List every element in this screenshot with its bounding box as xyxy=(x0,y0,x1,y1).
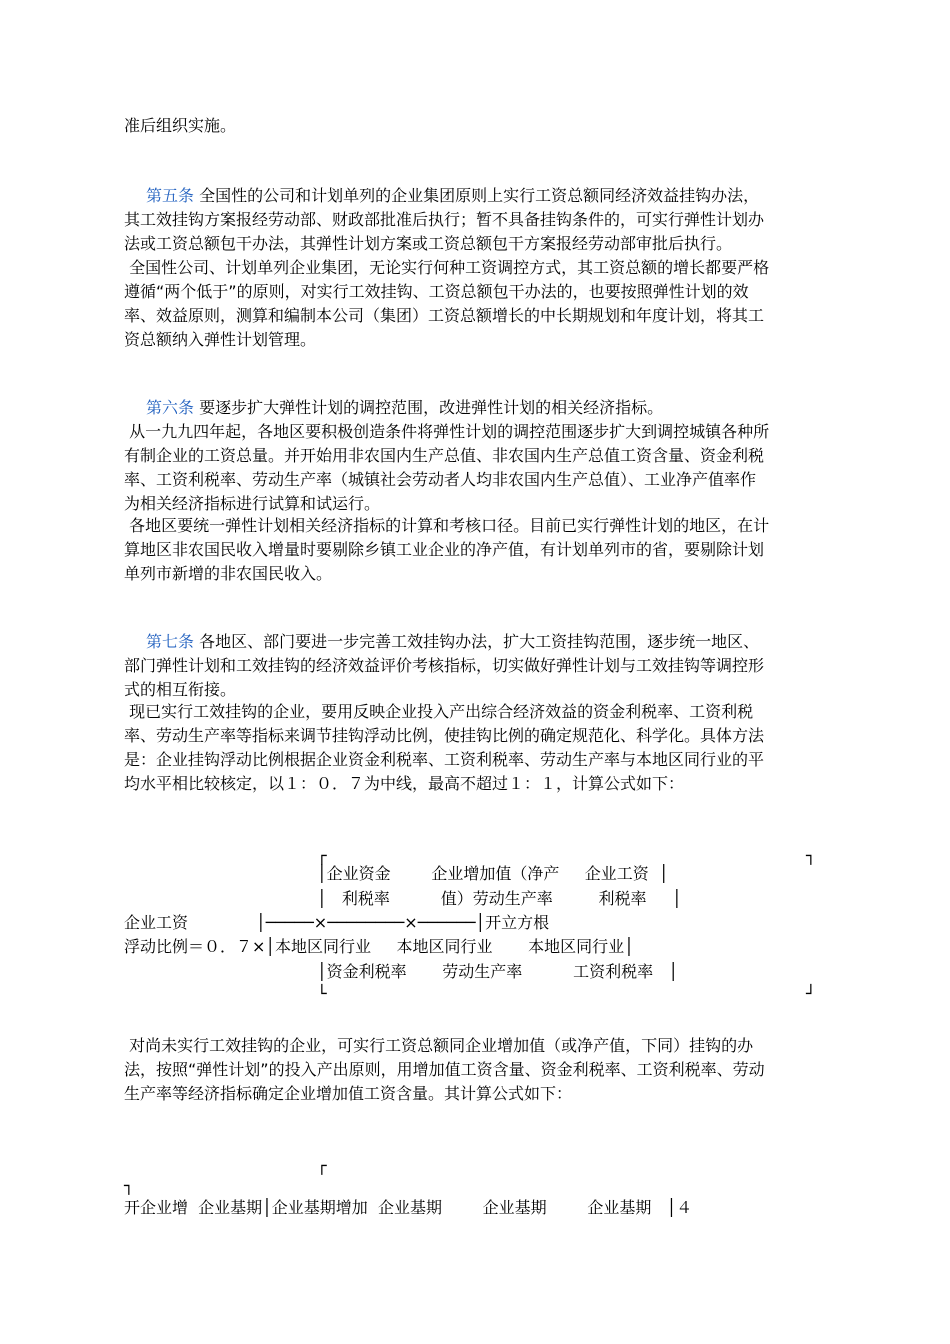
text-line: 全国性公司、计划单列企业集团，无论实行何种工资调控方式，其工资总额的增长都要严格 xyxy=(124,258,770,277)
article-6-label: 第六条 xyxy=(146,398,195,417)
article-7-first-line xyxy=(124,630,759,653)
text-line: 式的相互衔接。 xyxy=(124,680,237,699)
formula-1-corner-top-left: ┌ xyxy=(317,846,327,865)
formula-1-label: 企业工资 xyxy=(124,913,189,932)
formula-1-row: 浮动比例＝０．７×│本地区同行业 本地区同行业 本地区同行业│ xyxy=(124,937,634,956)
formula-1-corner-bottom-right: ┘ xyxy=(806,984,816,1003)
formula-1-corner-top-right: ┐ xyxy=(806,846,816,865)
text-line: 单列市新增的非农国民收入。 xyxy=(124,564,333,583)
text-segment: 全国性的公司和计划单列的企业集团原则上实行工资总额同经济效益挂钩办法， xyxy=(194,186,760,205)
text-line: 率、工资利税率、劳动生产率（城镇社会劳动者人均非农国内生产总值）、工业净产值率作 xyxy=(124,470,757,489)
text-line: 部门弹性计划和工效挂钩的经济效益评价考核指标，切实做好弹性计划与工效挂钩等调控形 xyxy=(124,656,765,675)
article-6-first-line xyxy=(124,396,663,419)
text-line: 从一九九四年起，各地区要积极创造条件将弹性计划的调控范围逐步扩大到调控城镇各种所 xyxy=(124,422,770,441)
formula-2-corner-top-left: ┌ xyxy=(317,1156,327,1175)
text-line: 准后组织实施。 xyxy=(124,116,237,135)
formula-1-fraction-line: │─────×────────×──────│开立方根 xyxy=(256,913,550,932)
formula-1-corner-bottom-left: └ xyxy=(317,984,327,1003)
article-7-label: 第七条 xyxy=(146,632,195,651)
text-line: 各地区要统一弹性计划相关经济指标的计算和考核口径。目前已实行弹性计划的地区，在计 xyxy=(124,516,770,535)
text-line: 对尚未实行工效挂钩的企业，可实行工资总额同企业增加值（或净产值，下同）挂钩的办 xyxy=(124,1036,754,1055)
text-line: 资总额纳入弹性计划管理。 xyxy=(124,330,317,349)
formula-2-row: 开企业增 企业基期│企业基期增加 企业基期 企业基期 企业基期 │４ xyxy=(124,1198,693,1217)
text-line: 率、劳动生产率等指标来调节挂钩浮动比例，使挂钩比例的确定规范化、科学化。具体方法 xyxy=(124,726,765,745)
formula-1-row: │企业资金 企业增加值（净产 企业工资 │ xyxy=(317,864,669,883)
text-line: 是：企业挂钩浮动比例根据企业资金利税率、工资利税率、劳动生产率与本地区同行业的平 xyxy=(124,750,765,769)
text-line: 法或工资总额包干办法，其弹性计划方案或工资总额包干方案报经劳动部审批后执行。 xyxy=(124,234,733,253)
article-5-label: 第五条 xyxy=(146,186,195,205)
text-line: 有制企业的工资总量。并开始用非农国内生产总值、非农国内生产总值工资含量、资金利税 xyxy=(124,446,765,465)
formula-2-corner-top-right: ┐ xyxy=(124,1176,134,1195)
text-line: 遵循“两个低于”的原则，对实行工效挂钩、工资总额包干办法的，也要按照弹性计划的效 xyxy=(124,282,749,301)
text-segment: 各地区、部门要进一步完善工效挂钩办法，扩大工资挂钩范围，逐步统一地区、 xyxy=(194,632,760,651)
text-line: 现已实行工效挂钩的企业，要用反映企业投入产出综合经济效益的资金利税率、工资利税 xyxy=(124,702,754,721)
text-line: 均水平相比较核定，以１：０．７为中线，最高不超过１：１，计算公式如下： xyxy=(124,774,685,793)
text-line: 为相关经济指标进行试算和试运行。 xyxy=(124,494,381,513)
article-5-first-line xyxy=(124,184,759,207)
text-line: 法，按照“弹性计划”的投入产出原则，用增加值工资含量、资金利税率、工资利税率、劳动 xyxy=(124,1060,765,1079)
text-segment: 要逐步扩大弹性计划的调控范围，改进弹性计划的相关经济指标。 xyxy=(194,398,664,417)
text-line: 生产率等经济指标确定企业增加值工资含量。其计算公式如下： xyxy=(124,1084,573,1103)
formula-1-row: │ 利税率 值）劳动生产率 利税率 │ xyxy=(317,889,682,908)
text-line: 率、效益原则，测算和编制本公司（集团）工资总额增长的中长期规划和年度计划，将其工 xyxy=(124,306,765,325)
text-line: 其工效挂钩方案报经劳动部、财政部批准后执行；暂不具备挂钩条件的，可实行弹性计划办 xyxy=(124,210,765,229)
formula-1-row: │资金利税率 劳动生产率 工资利税率 │ xyxy=(317,962,678,981)
text-line: 算地区非农国民收入增量时要剔除乡镇工业企业的净产值，有计划单列市的省，要剔除计划 xyxy=(124,540,765,559)
